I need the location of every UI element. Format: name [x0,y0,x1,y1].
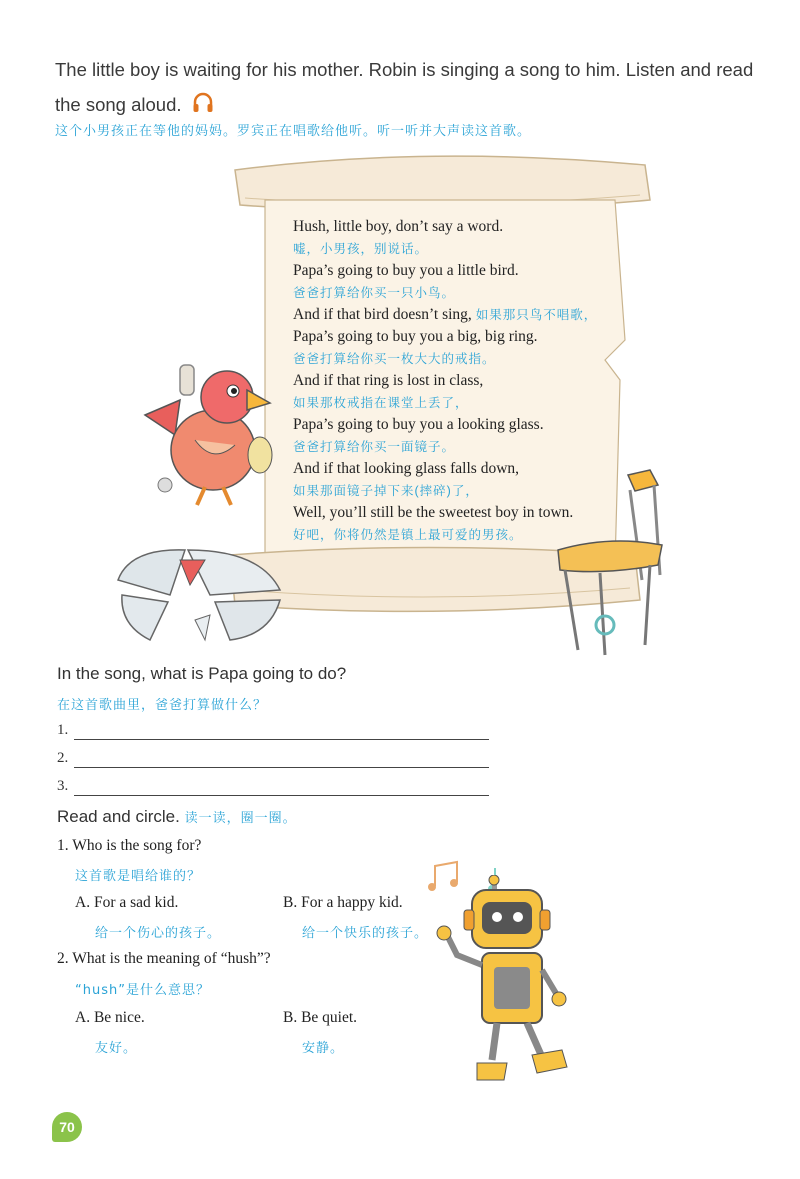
option-2b-cn: 安静。 [302,1041,345,1056]
answer-number: 2. [57,750,69,766]
song-line-cn: 爸爸打算给你买一枚大大的戒指。 [293,352,496,366]
option-1b-cn: 给一个快乐的孩子。 [302,926,429,941]
question-1-cn: 这首歌是唱给谁的？ [75,869,202,884]
broken-mirror-illustration [110,540,290,650]
page-number: 70 [52,1112,82,1142]
read-circle-title-cn: 读一读，圈一圈。 [184,811,297,826]
song-line-cn: 如果那只鸟不唱歌， [475,307,598,322]
question-2: 2. What is the meaning of “hush”? [57,950,271,967]
option-1a-cn: 给一个伤心的孩子。 [95,926,222,941]
read-circle-title: Read and circle. 读一读，圈一圈。 [57,807,297,826]
option-1a[interactable]: A. For a sad kid. [75,894,179,911]
question-title-cn: 在这首歌曲里，爸爸打算做什么？ [57,698,268,713]
answer-line-2[interactable] [57,750,497,772]
song-line-cn: 好吧，你将仍然是镇上最可爱的男孩。 [293,528,523,542]
option-2b[interactable]: B. Be quiet. [283,1009,358,1026]
answer-line-3[interactable] [57,778,497,800]
song-line: Papa’s going to buy you a looking glass. [293,416,544,433]
song-line: And if that looking glass falls down, [293,460,520,477]
intro-text [55,52,755,122]
answer-line-1[interactable] [57,722,497,744]
answer-number: 1. [57,722,69,738]
song-line: Papa’s going to buy you a little bird. [293,262,519,279]
intro-chinese: 这个小男孩正在等他的妈妈。罗宾正在唱歌给他听。听一听并大声读这首歌。 [55,124,532,139]
song-line-cn: 如果那枚戒指在课堂上丢了， [293,396,469,410]
option-2a[interactable]: A. Be nice. [75,1009,145,1026]
headphones-icon[interactable] [191,91,215,115]
question-1: 1. Who is the song for? [57,837,202,854]
question-2-cn: “hush”是什么意思？ [75,983,210,998]
song-line-cn: 如果那面镜子掉下来(摔碎)了， [293,484,479,498]
song-line: And if that bird doesn’t sing, 如果那只鸟不唱歌， [293,306,598,323]
robot-illustration [432,875,592,1095]
bird-illustration [135,355,285,515]
song-line: And if that ring is lost in class, [293,372,484,389]
song-line: Hush, little boy, don’t say a word. [293,218,504,235]
song-line: Papa’s going to buy you a big, big ring. [293,328,538,345]
option-2a-cn: 友好。 [95,1041,138,1056]
song-line-cn: 嘘，小男孩，别说话。 [293,242,429,256]
song-line: Well, you’ll still be the sweetest boy in town. [293,504,574,521]
question-title: In the song, what is Papa going to do? [57,664,347,683]
intro-english: The little boy is waiting for his mother. Robin is singing a song to him. Listen and read the song aloud. [55,59,754,115]
option-1b[interactable]: B. For a happy kid. [283,894,403,911]
song-line-cn: 爸爸打算给你买一只小鸟。 [293,286,456,300]
chair-illustration [550,465,670,660]
answer-number: 3. [57,778,69,794]
song-line-cn: 爸爸打算给你买一面镜子。 [293,440,456,454]
